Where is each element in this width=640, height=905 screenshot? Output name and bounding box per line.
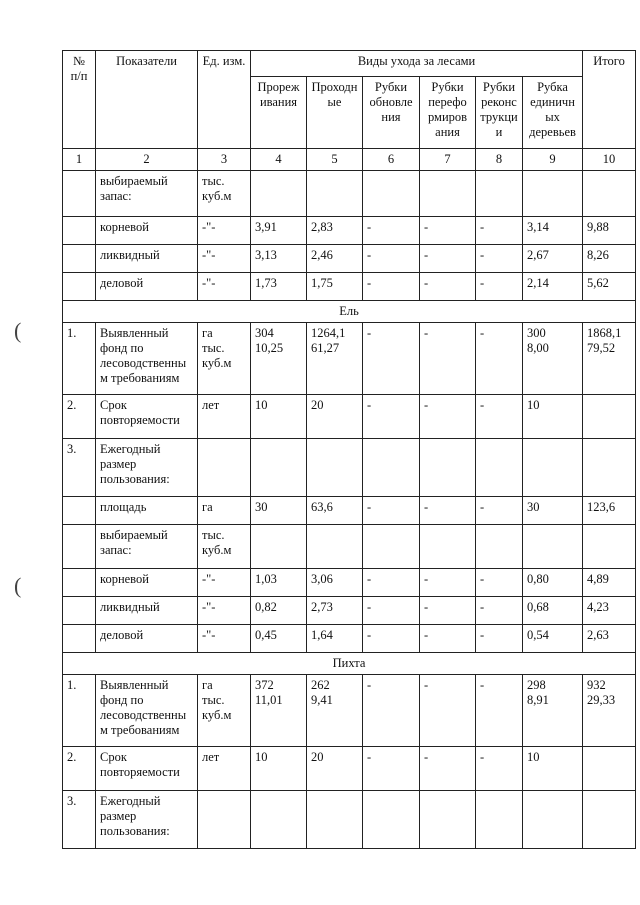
table-row: [63, 625, 636, 653]
table-cell: -: [476, 273, 523, 301]
table-cell: [583, 525, 636, 569]
header-passage-cutting: Проходн ые: [307, 77, 363, 149]
table-cell: 3,13: [251, 245, 307, 273]
header-renewal-cutting: Рубки обновле ния: [363, 77, 420, 149]
table-cell: 3.: [63, 791, 96, 849]
table-cell: -: [363, 323, 420, 395]
table-cell: 1.: [63, 323, 96, 395]
table-cell: лет: [198, 395, 251, 439]
table-cell: [307, 439, 363, 497]
table-cell: [523, 171, 583, 217]
table-cell: площадь: [96, 497, 198, 525]
table-cell: 2,46: [307, 245, 363, 273]
table-cell: [63, 569, 96, 597]
table-cell: -: [420, 395, 476, 439]
header-no: № п/п: [63, 51, 96, 149]
table-cell: 3,06: [307, 569, 363, 597]
table-cell: [583, 747, 636, 791]
header-single-tree-cutting: Рубка единичн ых деревьев: [523, 77, 583, 149]
table-cell: 3,91: [251, 217, 307, 245]
table-cell: [476, 439, 523, 497]
table-cell: 1264,1 61,27: [307, 323, 363, 395]
table-cell: -: [363, 273, 420, 301]
table-cell: -: [420, 569, 476, 597]
table-cell: 10: [523, 747, 583, 791]
margin-bracket-2: (: [14, 573, 22, 598]
table-cell: 2,63: [583, 625, 636, 653]
table-row: [63, 245, 636, 273]
table-cell: -"-: [198, 569, 251, 597]
table-cell: [251, 791, 307, 849]
table-cell: -: [420, 675, 476, 747]
table-cell: 298 8,91: [523, 675, 583, 747]
table-cell: [420, 791, 476, 849]
table-row: [63, 395, 636, 439]
table-cell: 4,89: [583, 569, 636, 597]
table-cell: -: [420, 497, 476, 525]
table-cell: 20: [307, 747, 363, 791]
table-cell: -"-: [198, 273, 251, 301]
table-cell: -: [363, 395, 420, 439]
table-cell: -: [420, 323, 476, 395]
table-row: [63, 747, 636, 791]
table-cell: 2.: [63, 395, 96, 439]
table-cell: 3.: [63, 439, 96, 497]
table-cell: [523, 525, 583, 569]
col-num-3: 3: [198, 149, 251, 171]
table-cell: -: [476, 245, 523, 273]
table-cell: [63, 217, 96, 245]
table-cell: лет: [198, 747, 251, 791]
table-row: [63, 569, 636, 597]
table-cell: -: [420, 273, 476, 301]
table-cell: Выявленный фонд по лесоводственны м требованиям: [96, 323, 198, 395]
section-spruce-title: Ель: [63, 301, 636, 323]
table-row: [63, 171, 636, 217]
table-cell: -: [476, 497, 523, 525]
table-cell: ликвидный: [96, 245, 198, 273]
table-cell: [63, 525, 96, 569]
table-cell: Ежегодный размер пользования:: [96, 791, 198, 849]
table-cell: 5,62: [583, 273, 636, 301]
table-cell: -"-: [198, 597, 251, 625]
table-cell: Выявленный фонд по лесоводственны м требованиям: [96, 675, 198, 747]
table-cell: -: [363, 625, 420, 653]
table-cell: 2,67: [523, 245, 583, 273]
table-cell: 30: [251, 497, 307, 525]
table-row: [63, 217, 636, 245]
table-cell: [63, 625, 96, 653]
col-num-8: 8: [476, 149, 523, 171]
table-cell: [251, 171, 307, 217]
table-cell: [523, 439, 583, 497]
table-cell: -: [476, 395, 523, 439]
table-cell: 0,80: [523, 569, 583, 597]
table-cell: 0,68: [523, 597, 583, 625]
table-row: [63, 323, 636, 395]
table-cell: [476, 525, 523, 569]
table-cell: -: [476, 747, 523, 791]
header-indicators: Показатели: [96, 51, 198, 149]
header-total: Итого: [583, 51, 636, 149]
table-cell: 300 8,00: [523, 323, 583, 395]
table-cell: 63,6: [307, 497, 363, 525]
table-cell: 9,88: [583, 217, 636, 245]
table-cell: -: [363, 245, 420, 273]
table-cell: -"-: [198, 625, 251, 653]
table-cell: [420, 439, 476, 497]
table-cell: 372 11,01: [251, 675, 307, 747]
table-row: [63, 525, 636, 569]
table-cell: -: [420, 747, 476, 791]
section-fir-title: Пихта: [63, 653, 636, 675]
table-cell: [307, 171, 363, 217]
header-care-types: Виды ухода за лесами: [251, 51, 583, 77]
table-cell: 4,23: [583, 597, 636, 625]
table-cell: -: [363, 675, 420, 747]
header-reconstruction-cutting: Рубки реконс трукци и: [476, 77, 523, 149]
table-cell: деловой: [96, 625, 198, 653]
table-cell: 0,82: [251, 597, 307, 625]
table-row: [63, 273, 636, 301]
table-cell: [583, 439, 636, 497]
table-cell: 10: [251, 747, 307, 791]
table-cell: 1,03: [251, 569, 307, 597]
table-cell: [363, 439, 420, 497]
table-cell: Срок повторяемости: [96, 747, 198, 791]
table-cell: [63, 171, 96, 217]
table-cell: выбираемый запас:: [96, 171, 198, 217]
table-cell: 304 10,25: [251, 323, 307, 395]
col-num-9: 9: [523, 149, 583, 171]
table-cell: -: [420, 217, 476, 245]
header-unit: Ед. изм.: [198, 51, 251, 149]
table-cell: -: [476, 675, 523, 747]
table-cell: -: [476, 597, 523, 625]
table-cell: га тыс. куб.м: [198, 675, 251, 747]
table-cell: -: [420, 245, 476, 273]
forest-care-table: [62, 50, 636, 849]
table-row: [63, 675, 636, 747]
col-num-1: 1: [63, 149, 96, 171]
col-num-2: 2: [96, 149, 198, 171]
table-cell: 2,73: [307, 597, 363, 625]
col-num-7: 7: [420, 149, 476, 171]
table-body: [63, 149, 636, 849]
header-thinning: Прореж ивания: [251, 77, 307, 149]
table-cell: 932 29,33: [583, 675, 636, 747]
table-cell: [251, 525, 307, 569]
table-cell: [363, 171, 420, 217]
table-cell: [363, 525, 420, 569]
table-cell: [63, 245, 96, 273]
table-cell: [420, 525, 476, 569]
table-cell: ликвидный: [96, 597, 198, 625]
table-row: [63, 791, 636, 849]
table-cell: [63, 497, 96, 525]
table-row: [63, 497, 636, 525]
table-cell: 1.: [63, 675, 96, 747]
table-cell: -: [476, 569, 523, 597]
table-cell: -: [476, 625, 523, 653]
table-cell: [363, 791, 420, 849]
table-cell: -: [420, 625, 476, 653]
table-cell: 8,26: [583, 245, 636, 273]
col-num-6: 6: [363, 149, 420, 171]
table-cell: [63, 597, 96, 625]
table-cell: [583, 791, 636, 849]
table-cell: 30: [523, 497, 583, 525]
table-cell: 1,73: [251, 273, 307, 301]
table-cell: [476, 791, 523, 849]
table-cell: 10: [523, 395, 583, 439]
table-cell: [251, 439, 307, 497]
table-cell: 2,83: [307, 217, 363, 245]
table-cell: га тыс. куб.м: [198, 323, 251, 395]
table-cell: -: [363, 497, 420, 525]
table-cell: [198, 439, 251, 497]
table-cell: 3,14: [523, 217, 583, 245]
table-cell: [307, 791, 363, 849]
table-cell: [583, 171, 636, 217]
table-cell: [420, 171, 476, 217]
table-cell: -"-: [198, 217, 251, 245]
table-cell: [198, 791, 251, 849]
table-cell: [307, 525, 363, 569]
table-cell: 0,54: [523, 625, 583, 653]
table-cell: [583, 395, 636, 439]
section-fir: [63, 653, 636, 675]
table-cell: -: [363, 569, 420, 597]
table-cell: -: [363, 747, 420, 791]
table-cell: 1,64: [307, 625, 363, 653]
section-spruce: [63, 301, 636, 323]
col-num-5: 5: [307, 149, 363, 171]
table-cell: -: [476, 217, 523, 245]
header-reformation-cutting: Рубки перефо рмиров ания: [420, 77, 476, 149]
table-cell: Ежегодный размер пользования:: [96, 439, 198, 497]
table-cell: -: [363, 597, 420, 625]
table-cell: корневой: [96, 569, 198, 597]
table-row: [63, 597, 636, 625]
table-cell: тыс. куб.м: [198, 171, 251, 217]
table-cell: 2.: [63, 747, 96, 791]
table-cell: 2,14: [523, 273, 583, 301]
table-cell: 1868,1 79,52: [583, 323, 636, 395]
col-num-4: 4: [251, 149, 307, 171]
col-num-10: 10: [583, 149, 636, 171]
margin-bracket-1: (: [14, 318, 22, 343]
table-cell: га: [198, 497, 251, 525]
table-cell: Срок повторяемости: [96, 395, 198, 439]
table-cell: 123,6: [583, 497, 636, 525]
table-cell: [476, 171, 523, 217]
column-number-row: [63, 149, 636, 171]
table-cell: -"-: [198, 245, 251, 273]
table-cell: 1,75: [307, 273, 363, 301]
table-cell: [63, 273, 96, 301]
table-cell: -: [476, 323, 523, 395]
table-cell: -: [420, 597, 476, 625]
table-cell: 20: [307, 395, 363, 439]
table-row: [63, 439, 636, 497]
table-cell: 0,45: [251, 625, 307, 653]
table-cell: 262 9,41: [307, 675, 363, 747]
table-cell: [523, 791, 583, 849]
table-cell: тыс. куб.м: [198, 525, 251, 569]
table-cell: деловой: [96, 273, 198, 301]
table-cell: выбираемый запас:: [96, 525, 198, 569]
table-cell: 10: [251, 395, 307, 439]
table-cell: -: [363, 217, 420, 245]
table-cell: корневой: [96, 217, 198, 245]
